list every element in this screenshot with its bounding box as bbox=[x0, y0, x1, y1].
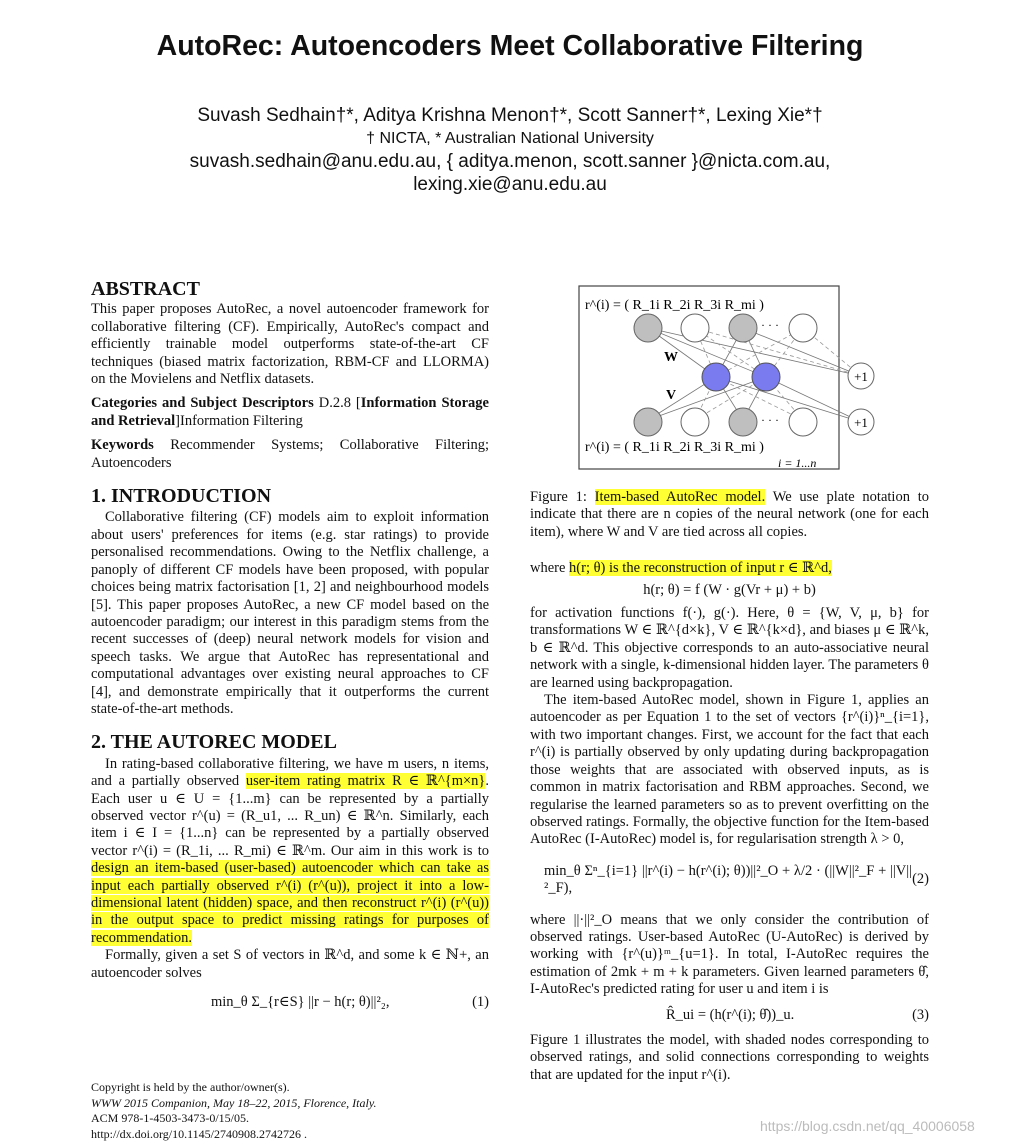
highlight-reconstruction: h(r; θ) is the reconstruction of input r ∈ ℝ^d, bbox=[569, 560, 832, 577]
copyright-line-1: Copyright is held by the author/owner(s). bbox=[91, 1080, 290, 1094]
where-norm-paragraph: where ||·||²_O means that we only consider the contribution of observed ratings. User-based AutoRec (U-AutoRec) is derived by working with {r^(u)}ᵐ_{u=1}. In total, I-AutoRec requires the estimation of 2mk + m + k parameters. Given learned parameters θ̂, I-AutoRec's predicted rating for user u and item i is bbox=[530, 911, 929, 998]
output-node-observed bbox=[729, 314, 757, 342]
equation-1 bbox=[91, 994, 489, 1011]
watermark: https://blog.csdn.net/qq_40006058 bbox=[760, 1118, 975, 1134]
categories bbox=[91, 395, 489, 430]
copyright-line-2: WWW 2015 Companion, May 18–22, 2015, Florence, Italy. bbox=[91, 1095, 377, 1110]
intro-text: Collaborative filtering (CF) models aim to exploit information about users' preferences for items (e.g. star ratings) to provide personalised recommendations. Owing to the Netflix challenge, a panoply of different CF models have been proposed, with popular choices being matrix factorisation [1, 2] and neighbourhood models [5]. This paper proposes AutoRec, a new CF model based on the autoencoder paradigm; our interest in this paradigm stems from the recent successes of (deep) neural network models for vision and speech tasks. We argue that AutoRec has representational and computational advantages over existing neural approaches to CF [4], and demonstrate empirically that it outperforms the current state-of-the-art methods. bbox=[91, 509, 489, 717]
figure-illustration-paragraph: Figure 1 illustrates the model, with shaded nodes corresponding to observed ratings, and solid connections corresponding to weights that are updated for the input r^(i). bbox=[530, 1031, 929, 1083]
dots-top: · · · bbox=[761, 318, 779, 332]
input-node-observed bbox=[634, 408, 662, 436]
output-node-missing bbox=[789, 314, 817, 342]
hidden-node bbox=[702, 363, 730, 391]
bottom-vector-label: r^(i) = ( R_1i R_2i R_3i R_mi ) bbox=[585, 440, 764, 455]
paper-title: AutoRec: Autoencoders Meet Collaborative Filtering bbox=[156, 30, 864, 62]
copyright-block bbox=[91, 1080, 489, 1142]
input-node-observed bbox=[729, 408, 757, 436]
equation-3 bbox=[530, 1007, 929, 1024]
equation-3-body: R̂_ui = (h(r^(i); θ̂))_u. bbox=[666, 1006, 795, 1023]
copyright-line-4: http://dx.doi.org/10.1145/2740908.2742726 . bbox=[91, 1126, 308, 1141]
weight-V-label: V bbox=[666, 388, 677, 403]
equation-2 bbox=[530, 863, 929, 898]
keywords-text: Recommender Systems; Collaborative Filtering; Autoencoders bbox=[91, 437, 489, 471]
output-node-missing bbox=[681, 314, 709, 342]
input-node-missing bbox=[681, 408, 709, 436]
equation-1-body: min_θ Σ_{r∈S} ||r − h(r; θ)||²₂, bbox=[211, 994, 390, 1011]
item-based-paragraph: The item-based AutoRec model, shown in Figure 1, applies an autoencoder as per Equation 1 to the set of vectors {r^(i)}ⁿ_{i=1}, with two important changes. First, we account for the fact that each r^(i) is partially observed by only updating during backpropagation those weights that are associated with observed inputs, as is common in matrix factorisation and RBM approaches. Second, we regularise the learned parameters so as to prevent overfitting on the observed ratings. Formally, the objective function for the Item-based AutoRec (I-AutoRec) model is, for regularisation strength λ > 0, bbox=[530, 692, 929, 848]
keywords bbox=[91, 437, 489, 472]
model-p1-b: . Each user u ∈ U = {1...m} can be represented by a partially observed vector r^(u) = (R_u1, ... R_un) ∈ ℝ^n. Similarly, each item i ∈ I = {1...n} can be represented by a partially observed vector r^(i) = (R_1i, ... R_mi) ∈ ℝ^m. Our aim in this work is to bbox=[91, 773, 489, 859]
hidden-node bbox=[752, 363, 780, 391]
autorec-figure bbox=[575, 283, 885, 473]
emails-line-2: lexing.xie@anu.edu.au bbox=[413, 174, 607, 195]
model-paragraph-2: Formally, given a set S of vectors in ℝ^d, and some k ∈ ℕ+, an autoencoder solves bbox=[91, 947, 489, 981]
model-heading: 2. THE AUTOREC MODEL bbox=[91, 731, 337, 754]
highlight-rating-matrix: user-item rating matrix R ∈ ℝ^{m×n} bbox=[245, 773, 486, 790]
plate-label: i = 1...n bbox=[778, 456, 817, 470]
input-node-missing bbox=[789, 408, 817, 436]
equation-2-body: min_θ Σⁿ_{i=1} ||r^(i) − h(r^(i); θ))||²_O + λ/2 · (||W||²_F + ||V||²_F), bbox=[544, 862, 913, 897]
equation-1-number: (1) bbox=[472, 994, 489, 1011]
affiliation: † NICTA, * Australian National University bbox=[366, 130, 654, 147]
caption-label: Figure 1: bbox=[530, 489, 595, 505]
abstract-heading: ABSTRACT bbox=[91, 278, 200, 300]
keywords-label: Keywords bbox=[91, 437, 154, 454]
bias-top-label: +1 bbox=[854, 369, 868, 384]
author-block bbox=[0, 104, 1020, 196]
top-vector-label: r^(i) = ( R_1i R_2i R_3i R_mi ) bbox=[585, 298, 764, 313]
highlight-aim: design an item-based (user-based) autoencoder which can take as input each partially observed r^(i) (r^(u)), project it into a low-dimensional latent (hidden) space, and then reconstruct r^(i) (r^(u)) in the output space to predict missing ratings for purposes of recommendation. bbox=[91, 860, 489, 946]
abstract-text: This paper proposes AutoRec, a novel autoencoder framework for collaborative filtering (CF). Empirically, AutoRec's compact and efficiently trainable model outperforms state-of-the-art CF techniques (biased matrix factorization, RBM-CF and LLORMA) on the Movielens and Netflix datasets. bbox=[91, 301, 489, 388]
emails-line-1: suvash.sedhain@anu.edu.au, { aditya.menon, scott.sanner }@nicta.com.au, bbox=[189, 151, 831, 172]
equation-h: h(r; θ) = f (W · g(Vr + μ) + b) bbox=[643, 581, 816, 598]
equation-2-number: (2) bbox=[912, 871, 929, 888]
right-column bbox=[530, 489, 929, 1084]
weight-W-label: W bbox=[664, 350, 678, 365]
model-p1-a: In rating-based collaborative filtering, we have m users, n items, and a partially observed bbox=[91, 755, 489, 790]
figure-caption bbox=[530, 489, 929, 541]
copyright-line-3: ACM 978-1-4503-3473-0/15/05. bbox=[91, 1111, 249, 1125]
bias-bottom-label: +1 bbox=[854, 415, 868, 430]
output-node-observed bbox=[634, 314, 662, 342]
categories-code: D.2.8 [ bbox=[318, 395, 361, 412]
caption-highlight: Item-based AutoRec model. bbox=[594, 489, 766, 505]
model-paragraph-1 bbox=[91, 756, 489, 947]
dots-bottom: · · · bbox=[761, 413, 779, 427]
caption-rest: We use plate notation to indicate that there are n copies of the neural network (one for each item), where W and V are tied across all copies. bbox=[530, 489, 929, 540]
categories-rest: ]Information Filtering bbox=[175, 412, 303, 429]
activation-paragraph: for activation functions f(·), g(·). Here, θ = {W, V, μ, b} for transformations W ∈ ℝ^{d×k}, V ∈ ℝ^{k×d}, and biases μ ∈ ℝ^k, b ∈ ℝ^d. This objective corresponds to an auto-associative neural network with a single, k-dimensional hidden layer. The parameters θ are learned using backpropagation. bbox=[530, 605, 929, 691]
intro-heading: 1. INTRODUCTION bbox=[91, 485, 272, 508]
where-h-line bbox=[530, 560, 929, 577]
equation-3-number: (3) bbox=[912, 1006, 929, 1023]
categories-label: Categories and Subject Descriptors bbox=[91, 395, 314, 412]
where-text: where bbox=[530, 560, 570, 577]
categories-bold: Information Storage and Retrieval bbox=[91, 395, 489, 429]
author-names: Suvash Sedhain†*, Aditya Krishna Menon†*, Scott Sanner†*, Lexing Xie*† bbox=[197, 105, 823, 126]
left-column bbox=[91, 278, 489, 1011]
